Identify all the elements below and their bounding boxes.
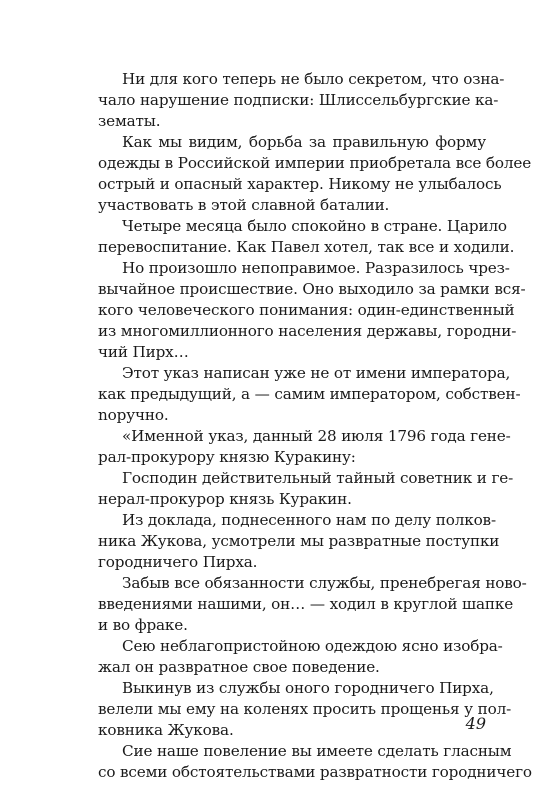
text-line: «Именной указ, данный 28 июля 1796 года гене- — [122, 427, 511, 445]
text-line: нерал-прокурор князь Куракин. — [98, 490, 352, 508]
text-line: рал-прокурору князю Куракину: — [98, 448, 356, 466]
text-line: и во фраке. — [98, 616, 188, 634]
text-line: зематы. — [98, 112, 161, 130]
text-line: из многомиллионного населения державы, городни- — [98, 322, 517, 340]
text-line: чий Пирх… — [98, 343, 189, 361]
text-line: Выкинув из службы оного городничего Пирха, — [122, 679, 494, 697]
text-line: одежды в Российской империи приобретала все более — [98, 154, 532, 172]
text-line: со всеми обстоятельствами развратности городничего — [98, 763, 532, 781]
text-line: вычайное происшествие. Оно выходило за рамки вся- — [98, 280, 526, 298]
text-line: Из доклада, поднесенного нам по делу полков- — [122, 511, 496, 529]
text-line: жал он развратное свое поведение. — [98, 658, 380, 676]
text-line: введениями нашими, он… — ходил в круглой шапке — [98, 595, 514, 613]
text-line: участвовать в этой славной баталии. — [98, 196, 390, 214]
page-body — [98, 68, 532, 781]
text-line: Сие наше повеление вы имеете сделать гласным — [122, 742, 512, 760]
text-line: Сею неблагопристойною одеждою ясно изобра- — [122, 637, 503, 655]
text-line: перевоспитание. Как Павел хотел, так все и ходили. — [98, 238, 515, 256]
text-line: noручно. — [98, 406, 169, 424]
text-line: ковника Жукова. — [98, 721, 234, 739]
text-line: кого человеческого понимания: один-единственный — [98, 301, 515, 319]
text-line: городничего Пирха. — [98, 553, 258, 571]
text-line: ника Жукова, усмотрели мы развратные поступки — [98, 532, 500, 550]
text-line: Этот указ написан уже не от имени императора, — [122, 364, 511, 382]
text-line: как предыдущий, а — самим императором, собствен- — [98, 385, 521, 403]
text-line: велели мы ему на коленях просить прощенья у пол- — [98, 700, 512, 718]
page-number: 49 — [465, 714, 486, 733]
text-line: чало нарушение подписки: Шлиссельбургские ка- — [98, 91, 499, 109]
text-line: Как мы видим, борьба за правильную форму — [122, 133, 486, 151]
text-line: Господин действительный тайный советник и ге- — [122, 469, 514, 487]
text-line: Ни для кого теперь не было секретом, что озна- — [122, 70, 505, 88]
text-line: Забыв все обязанности службы, пренебрегая ново- — [122, 574, 527, 592]
text-line: острый и опасный характер. Никому не улыбалось — [98, 175, 502, 193]
text-line: Но произошло непоправимое. Разразилось чрез- — [122, 259, 510, 277]
text-line: Четыре месяца было спокойно в стране. Царило — [122, 217, 507, 235]
